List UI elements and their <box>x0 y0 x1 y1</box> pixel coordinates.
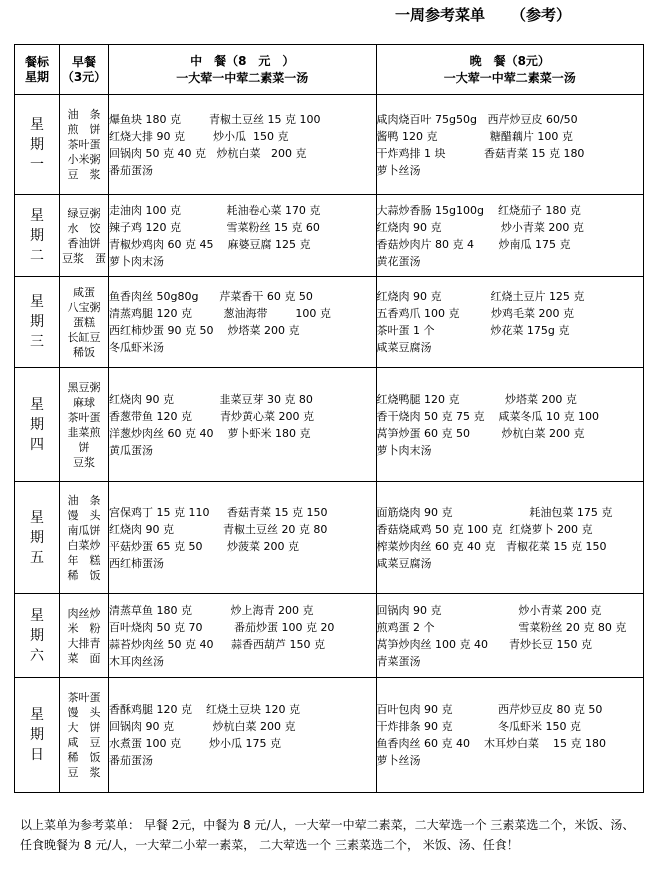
day-label <box>15 368 60 482</box>
breakfast-cell <box>60 277 109 368</box>
header-corner-line: 餐标 <box>24 54 49 69</box>
dinner-item: 莴笋炒肉丝 100 克 40 青炒长豆 150 克 <box>376 637 592 651</box>
header-lunch <box>109 45 377 95</box>
lunch-item: 平菇炒蛋 65 克 50 炒菠菜 200 克 <box>109 539 299 553</box>
breakfast-item: 稀饭 <box>73 345 95 359</box>
lunch-item: 宫保鸡丁 15 克 110 香菇青菜 15 克 150 <box>109 505 328 519</box>
dinner-item: 青菜蛋汤 <box>376 654 421 668</box>
breakfast-item <box>60 251 108 266</box>
dinner-item: 酱鸭 120 克 糖醋藕片 100 克 <box>376 129 573 143</box>
day-char: 星 <box>30 396 44 413</box>
day-char: 星 <box>30 707 44 723</box>
day-row-thursday <box>15 368 644 482</box>
day-char: 星 <box>30 509 44 526</box>
menu-subtitle: （参考） <box>511 6 572 24</box>
lunch-item: 黄瓜蛋汤 <box>109 443 153 457</box>
header-breakfast-line: 早餐 <box>71 54 96 69</box>
breakfast-item: 馒 头 <box>67 706 101 719</box>
breakfast-cell <box>60 594 109 678</box>
dinner-item: 回锅肉 90 克 炒小青菜 200 克 <box>376 603 602 617</box>
dinner-item: 萝卜丝汤 <box>376 163 421 177</box>
lunch-cell <box>109 195 377 277</box>
dinner-item: 煎鸡蛋 2 个 雪菜粉丝 20 克 80 克 <box>376 620 627 634</box>
dinner-item: 红烧鸭腿 120 克 炒塔菜 200 克 <box>376 392 577 406</box>
lunch-item: 红烧肉 90 克 韭菜豆芽 30 克 80 <box>109 392 313 406</box>
lunch-item: 香葱带鱼 120 克 青炒黄心菜 200 克 <box>109 409 314 423</box>
day-label <box>15 95 60 195</box>
lunch-item: 水煮蛋 100 克 炒小瓜 175 克 <box>109 737 281 750</box>
lunch-item: 萝卜肉末汤 <box>109 254 164 268</box>
dinner-cell <box>376 482 644 594</box>
breakfast-cell <box>60 368 109 482</box>
day-row-friday <box>15 482 644 594</box>
dinner-item: 咸肉烧百叶 75g50g 西芹炒豆皮 60/50 <box>376 112 578 126</box>
dinner-item: 大蒜炒香肠 15g100g 红烧茄子 180 克 <box>376 203 581 217</box>
dinner-item: 红烧肉 90 克 红烧土豆片 125 克 <box>376 290 585 303</box>
day-label <box>15 482 60 594</box>
header-lunch-line: 一大荤一中荤二素菜一汤 <box>176 70 309 85</box>
dinner-cell <box>376 195 644 277</box>
breakfast-item: 米 粉 <box>67 621 101 635</box>
breakfast-item: 八宝粥 <box>67 300 101 314</box>
lunch-cell <box>109 368 377 482</box>
dinner-cell <box>376 277 644 368</box>
dinner-item: 红烧肉 90 克 炒小青菜 200 克 <box>376 220 584 234</box>
day-char: 星 <box>30 116 44 133</box>
breakfast-item: 稀 饭 <box>67 751 101 764</box>
lunch-item: 香酥鸡腿 120 克 红烧土豆块 120 克 <box>109 703 300 716</box>
day-char: 星 <box>30 294 44 310</box>
day-char: 期 <box>30 627 44 644</box>
day-label <box>15 678 60 793</box>
breakfast-item: 绿豆粥 <box>67 206 101 220</box>
lunch-item: 冬瓜虾米汤 <box>109 341 164 354</box>
dinner-cell <box>376 678 644 793</box>
dinner-item: 黄花蛋汤 <box>376 254 421 268</box>
page-title <box>395 4 571 25</box>
breakfast-item: 煎 饼 <box>67 123 101 136</box>
day-row-saturday <box>15 594 644 678</box>
lunch-item: 洋葱炒肉丝 60 克 40 萝卜虾米 180 克 <box>109 426 311 440</box>
breakfast-item: 菜 面 <box>67 651 101 665</box>
lunch-item: 青椒炒鸡肉 60 克 45 麻婆豆腐 125 克 <box>109 237 311 251</box>
header-corner-line: 星期 <box>24 69 49 84</box>
breakfast-item: 稀 饭 <box>67 568 101 582</box>
lunch-item: 番茄蛋汤 <box>109 754 153 767</box>
breakfast-item: 麻球 <box>73 395 95 409</box>
dinner-item: 百叶包肉 90 克 西芹炒豆皮 80 克 50 <box>376 703 603 716</box>
day-char: 三 <box>30 334 44 350</box>
dinner-cell <box>376 95 644 195</box>
day-char: 星 <box>30 607 44 624</box>
day-label <box>15 277 60 368</box>
breakfast-item: 肉丝炒 <box>67 606 101 620</box>
lunch-item: 走油肉 100 克 耗油卷心菜 170 克 <box>109 203 321 217</box>
dinner-item: 香菇炒肉片 80 克 4 炒南瓜 175 克 <box>376 237 571 251</box>
day-char: 一 <box>30 156 44 173</box>
header-breakfast <box>60 45 109 95</box>
lunch-item: 红烧肉 90 克 青椒土豆丝 20 克 80 <box>109 522 328 536</box>
day-char: 星 <box>30 207 44 224</box>
lunch-item: 红烧大排 90 克 炒小瓜 150 克 <box>109 129 289 143</box>
breakfast-item: 豆浆 <box>73 455 95 469</box>
dinner-item: 榨菜炒肉丝 60 克 40 克 青椒花菜 15 克 150 <box>376 539 607 553</box>
lunch-item: 爆鱼块 180 克 青椒土豆丝 15 克 100 <box>109 112 321 126</box>
lunch-cell <box>109 594 377 678</box>
breakfast-item: 年 糕 <box>67 553 101 567</box>
breakfast-item: 白菜炒 <box>67 538 101 552</box>
breakfast-item: 咸 豆 <box>67 736 101 749</box>
dinner-item: 面筋烧肉 90 克 耗油包菜 175 克 <box>376 505 613 519</box>
dinner-item: 莴笋炒蛋 60 克 50 炒杭白菜 200 克 <box>376 426 585 440</box>
dinner-item: 干炸排条 90 克 冬瓜虾米 150 克 <box>376 720 581 733</box>
day-char: 期 <box>30 727 44 743</box>
lunch-item: 西红柿蛋汤 <box>109 556 164 570</box>
breakfast-item: 豆浆 <box>62 251 84 265</box>
breakfast-cell <box>60 678 109 793</box>
lunch-cell <box>109 482 377 594</box>
dinner-item: 鱼香肉丝 60 克 40 木耳炒白菜 15 克 180 <box>376 737 606 750</box>
dinner-item: 萝卜丝汤 <box>376 754 421 767</box>
day-char: 六 <box>30 647 44 664</box>
lunch-item: 鱼香肉丝 50g80g 芹菜香干 60 克 50 <box>109 290 313 303</box>
day-label <box>15 594 60 678</box>
breakfast-item: 南瓜饼 <box>67 523 101 537</box>
weekly-menu-table <box>14 44 644 793</box>
header-lunch-line: 中 餐（8 元 ） <box>190 53 295 68</box>
breakfast-item: 馒 头 <box>67 508 101 522</box>
day-char: 期 <box>30 227 44 244</box>
breakfast-cell <box>60 482 109 594</box>
dinner-item: 香菇烧咸鸡 50 克 100 克 红烧萝卜 200 克 <box>376 522 593 536</box>
dinner-item: 茶叶蛋 1 个 炒花菜 175g 克 <box>376 324 570 337</box>
day-row-monday <box>15 95 644 195</box>
day-row-wednesday <box>15 277 644 368</box>
breakfast-item: 长缸豆 <box>67 330 101 344</box>
breakfast-cell <box>60 195 109 277</box>
breakfast-item: 茶叶蛋 <box>67 138 101 151</box>
breakfast-item: 豆 浆 <box>67 766 101 779</box>
lunch-item: 西红柿炒蛋 90 克 50 炒塔菜 200 克 <box>109 324 300 337</box>
breakfast-item: 茶叶蛋 <box>67 410 101 424</box>
day-label <box>15 195 60 277</box>
day-char: 期 <box>30 314 44 330</box>
breakfast-item: 香油饼 <box>67 236 101 250</box>
lunch-item: 回锅肉 50 克 40 克 炒杭白菜 200 克 <box>109 146 307 160</box>
day-char: 五 <box>30 549 44 566</box>
header-breakfast-line: （3元） <box>61 69 107 84</box>
lunch-item: 百叶烧肉 50 克 70 番茄炒蛋 100 克 20 <box>109 620 335 634</box>
header-dinner <box>376 45 644 95</box>
dinner-item: 香干烧肉 50 克 75 克 咸菜冬瓜 10 克 100 <box>376 409 599 423</box>
breakfast-item: 油 条 <box>67 108 101 121</box>
lunch-cell <box>109 678 377 793</box>
day-char: 日 <box>30 747 44 763</box>
breakfast-item: 大排青 <box>67 636 101 650</box>
breakfast-item: 小米粥 <box>67 153 101 166</box>
lunch-item: 番茄蛋汤 <box>109 163 153 177</box>
lunch-item: 辣子鸡 120 克 雪菜粉丝 15 克 60 <box>109 220 320 234</box>
dinner-item: 五香鸡爪 100 克 炒鸡毛菜 200 克 <box>376 307 574 320</box>
day-char: 期 <box>30 529 44 546</box>
header-dinner-line: 晚 餐（8元） <box>469 53 550 68</box>
day-row-tuesday <box>15 195 644 277</box>
dinner-cell <box>376 594 644 678</box>
breakfast-item: 饼 <box>78 440 90 454</box>
breakfast-item: 蛋糕 <box>73 315 95 329</box>
lunch-item: 回锅肉 90 克 炒杭白菜 200 克 <box>109 720 296 733</box>
breakfast-item: 韭菜煎 <box>67 425 101 439</box>
lunch-item: 清蒸草鱼 180 克 炒上海青 200 克 <box>109 603 314 617</box>
breakfast-item: 大 饼 <box>67 721 101 734</box>
breakfast-item: 油 条 <box>67 493 101 507</box>
day-char: 二 <box>30 247 44 264</box>
breakfast-item: 蛋 <box>95 251 106 265</box>
day-char: 期 <box>30 136 44 153</box>
breakfast-cell <box>60 95 109 195</box>
dinner-cell <box>376 368 644 482</box>
lunch-cell <box>109 277 377 368</box>
dinner-item: 干炸鸡排 1 块 香菇青菜 15 克 180 <box>376 146 585 160</box>
dinner-item: 咸菜豆腐汤 <box>376 341 432 354</box>
lunch-item: 清蒸鸡腿 120 克 葱油海带 100 克 <box>109 307 331 320</box>
breakfast-item: 水 饺 <box>67 221 101 235</box>
breakfast-item: 豆 浆 <box>67 168 101 181</box>
footnote: 以上菜单为参考菜单： 早餐 2元，中餐为 8 元/人，一大荤一中荤二素菜，二大荤选一个 三素菜选二个，米饭、汤、任食晚餐为 8 元/人，一大荤二小荤一素菜， 二大荤选一个 三素菜选二个， 米饭、汤、任食！ <box>20 818 635 852</box>
day-row-sunday <box>15 678 644 793</box>
lunch-item: 木耳肉丝汤 <box>109 654 164 668</box>
lunch-cell <box>109 95 377 195</box>
menu-title: 一周参考菜单 <box>395 6 486 24</box>
header-corner <box>15 45 60 95</box>
dinner-item: 咸菜豆腐汤 <box>376 556 432 570</box>
day-char: 期 <box>30 416 44 433</box>
lunch-item: 蒜苔炒肉丝 50 克 40 蒜香西葫芦 150 克 <box>109 637 325 651</box>
header-row <box>15 45 644 95</box>
breakfast-item: 咸蛋 <box>73 285 95 299</box>
day-char: 四 <box>30 436 44 453</box>
header-dinner-line: 一大荤一中荤二素菜一汤 <box>443 70 576 85</box>
breakfast-item: 黑豆粥 <box>67 380 101 394</box>
breakfast-item: 茶叶蛋 <box>67 691 101 704</box>
dinner-item: 萝卜肉末汤 <box>376 443 432 457</box>
